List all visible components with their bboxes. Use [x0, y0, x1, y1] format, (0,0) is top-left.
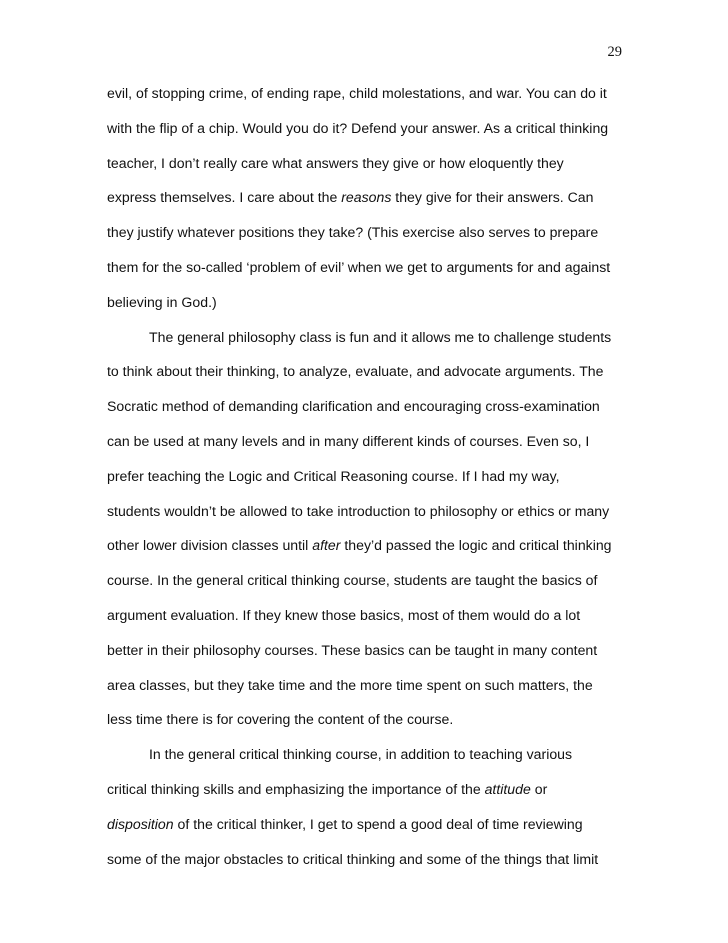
text-segment: better in their philosophy courses. These basics can be taught in many content	[107, 641, 598, 658]
text-segment: they justify whatever positions they take? (This exercise also serves to prepare	[107, 224, 599, 241]
text-line	[107, 358, 627, 393]
text-segment: some of the major obstacles to critical thinking and some of the things that limit	[107, 850, 599, 867]
text-line	[107, 846, 627, 881]
text-segment: them for the so-called ‘problem of evil’ when we get to arguments for and against	[107, 258, 611, 275]
text-line	[107, 567, 627, 602]
text-segment: of the critical thinker, I get to spend a good deal of time reviewing	[173, 815, 583, 832]
text-line	[107, 428, 627, 463]
italic-text: reasons	[341, 189, 392, 206]
text-line	[107, 498, 627, 533]
text-line	[107, 219, 627, 254]
italic-text: disposition	[107, 815, 174, 832]
text-line	[107, 637, 627, 672]
text-segment: students wouldn’t be allowed to take introduction to philosophy or ethics or many	[107, 502, 610, 519]
text-segment: less time there is for covering the content of the course.	[107, 711, 454, 728]
text-line	[107, 776, 627, 811]
text-segment: area classes, but they take time and the more time spent on such matters, the	[107, 676, 593, 693]
text-segment: with the flip of a chip. Would you do it? Defend your answer. As a critical thinking	[107, 119, 609, 136]
text-segment: other lower division classes until	[107, 537, 313, 554]
text-segment: prefer teaching the Logic and Critical Reasoning course. If I had my way,	[107, 467, 560, 484]
text-line	[107, 324, 627, 359]
text-line	[107, 184, 627, 219]
italic-text: attitude	[484, 780, 531, 797]
body-text	[107, 80, 627, 880]
text-segment: In the general critical thinking course, in addition to teaching various	[149, 746, 573, 763]
text-segment: to think about their thinking, to analyze, evaluate, and advocate arguments. The	[107, 363, 604, 380]
text-line	[107, 254, 627, 289]
text-segment: argument evaluation. If they knew those basics, most of them would do a lot	[107, 606, 581, 623]
text-segment: course. In the general critical thinking course, students are taught the basics of	[107, 572, 598, 589]
text-line	[107, 393, 627, 428]
text-segment: teacher, I don’t really care what answers they give or how eloquently they	[107, 154, 564, 171]
italic-text: after	[312, 537, 341, 554]
text-segment: The general philosophy class is fun and it allows me to challenge students	[149, 328, 612, 345]
text-segment: can be used at many levels and in many different kinds of courses. Even so, I	[107, 432, 590, 449]
text-line	[107, 672, 627, 707]
text-line	[107, 115, 627, 150]
text-line	[107, 602, 627, 637]
text-line	[107, 811, 627, 846]
text-segment: believing in God.)	[107, 293, 217, 310]
text-line	[107, 741, 627, 776]
text-segment: express themselves. I care about the	[107, 189, 342, 206]
text-line	[107, 150, 627, 185]
text-segment: Socratic method of demanding clarification and encouraging cross-examination	[107, 398, 600, 415]
text-segment: evil, of stopping crime, of ending rape, child molestations, and war. You can do it	[107, 85, 607, 101]
text-segment: critical thinking skills and emphasizing the importance of the	[107, 780, 485, 797]
text-line	[107, 463, 627, 498]
text-line	[107, 80, 627, 115]
text-line	[107, 289, 627, 324]
text-line	[107, 706, 627, 741]
text-line	[107, 532, 627, 567]
page-number: 29	[607, 44, 622, 60]
text-segment: they’d passed the logic and critical thinking	[340, 537, 612, 554]
text-segment: they give for their answers. Can	[391, 189, 594, 206]
text-segment: or	[530, 780, 548, 797]
